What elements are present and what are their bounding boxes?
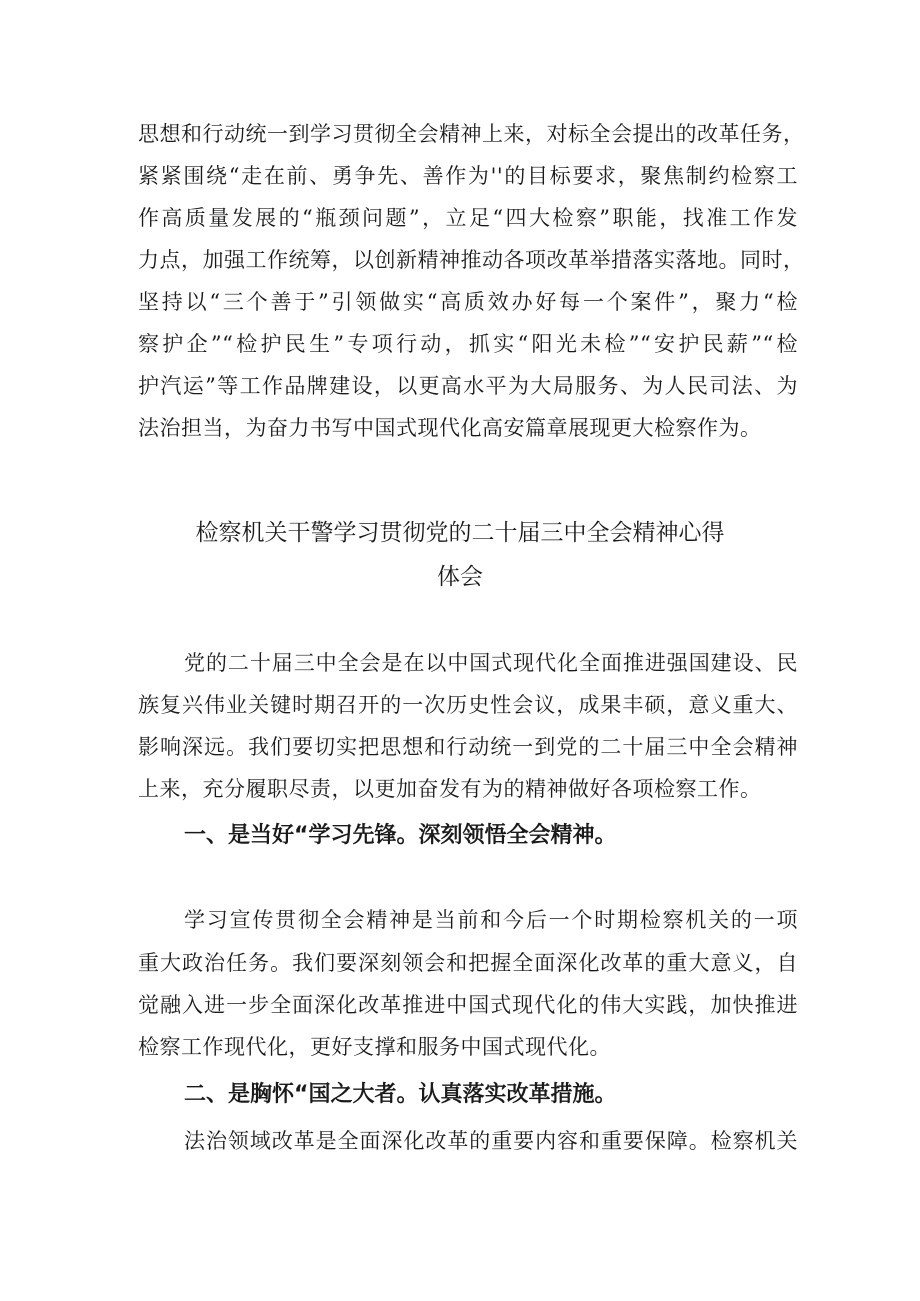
paragraph-line: 影响深远。我们要切实把思想和行动统一到党的二十届三中全会精神 <box>138 735 798 759</box>
paragraph-line: 坚持以“三个善于”引领做实“高质效办好每一个案件”，聚力“检 <box>138 290 798 314</box>
paragraph-line: 觉融入进一步全面深化改革推进中国式现代化的伟大实践，加快推进 <box>138 993 798 1017</box>
paragraph-line: 重大政治任务。我们要深刻领会和把握全面深化改革的重大意义，自 <box>138 951 798 975</box>
paragraph-line: 上来，充分履职尽责，以更加奋发有为的精神做好各项检察工作。 <box>138 777 762 801</box>
paragraph-line: 法治领域改革是全面深化改革的重要内容和重要保障。检察机关 <box>184 1129 798 1153</box>
section-heading-1: 一、是当好“学习先锋。深刻领悟全会精神。 <box>184 823 617 848</box>
paragraph-line: 党的二十届三中全会是在以中国式现代化全面推进强国建设、民 <box>184 651 798 675</box>
paragraph-line: 察护企”“检护民生”专项行动，抓实“阳光未检”“安护民薪”“检 <box>138 332 798 356</box>
paragraph-line: 法治担当，为奋力书写中国式现代化高安篇章展现更大检察作为。 <box>138 416 762 440</box>
paragraph-line: 力点，加强工作统筹，以创新精神推动各项改革举措落实落地。同时， <box>138 248 805 272</box>
paragraph-line: 检察工作现代化，更好支撑和服务中国式现代化。 <box>138 1035 611 1059</box>
paragraph-line: 护汽运”等工作品牌建设，以更高水平为大局服务、为人民司法、为 <box>138 374 798 398</box>
article-title-line-2: 体会 <box>437 564 483 590</box>
paragraph-line: 作高质量发展的“瓶颈问题”，立足“四大检察”职能，找准工作发 <box>138 206 798 230</box>
paragraph-line: 族复兴伟业关键时期召开的一次历史性会议，成果丰硕，意义重大、 <box>138 693 798 717</box>
section-heading-2: 二、是胸怀“国之大者。认真落实改革措施。 <box>184 1082 617 1107</box>
paragraph-line: 思想和行动统一到学习贯彻全会精神上来，对标全会提出的改革任务， <box>138 122 805 146</box>
paragraph-line: 紧紧围绕“走在前、勇争先、善作为''的目标要求，聚焦制约检察工 <box>138 164 798 188</box>
paragraph-line: 学习宣传贯彻全会精神是当前和今后一个时期检察机关的一项 <box>184 908 798 932</box>
article-title-line-1: 检察机关干警学习贯彻党的二十届三中全会精神心得 <box>195 520 725 546</box>
